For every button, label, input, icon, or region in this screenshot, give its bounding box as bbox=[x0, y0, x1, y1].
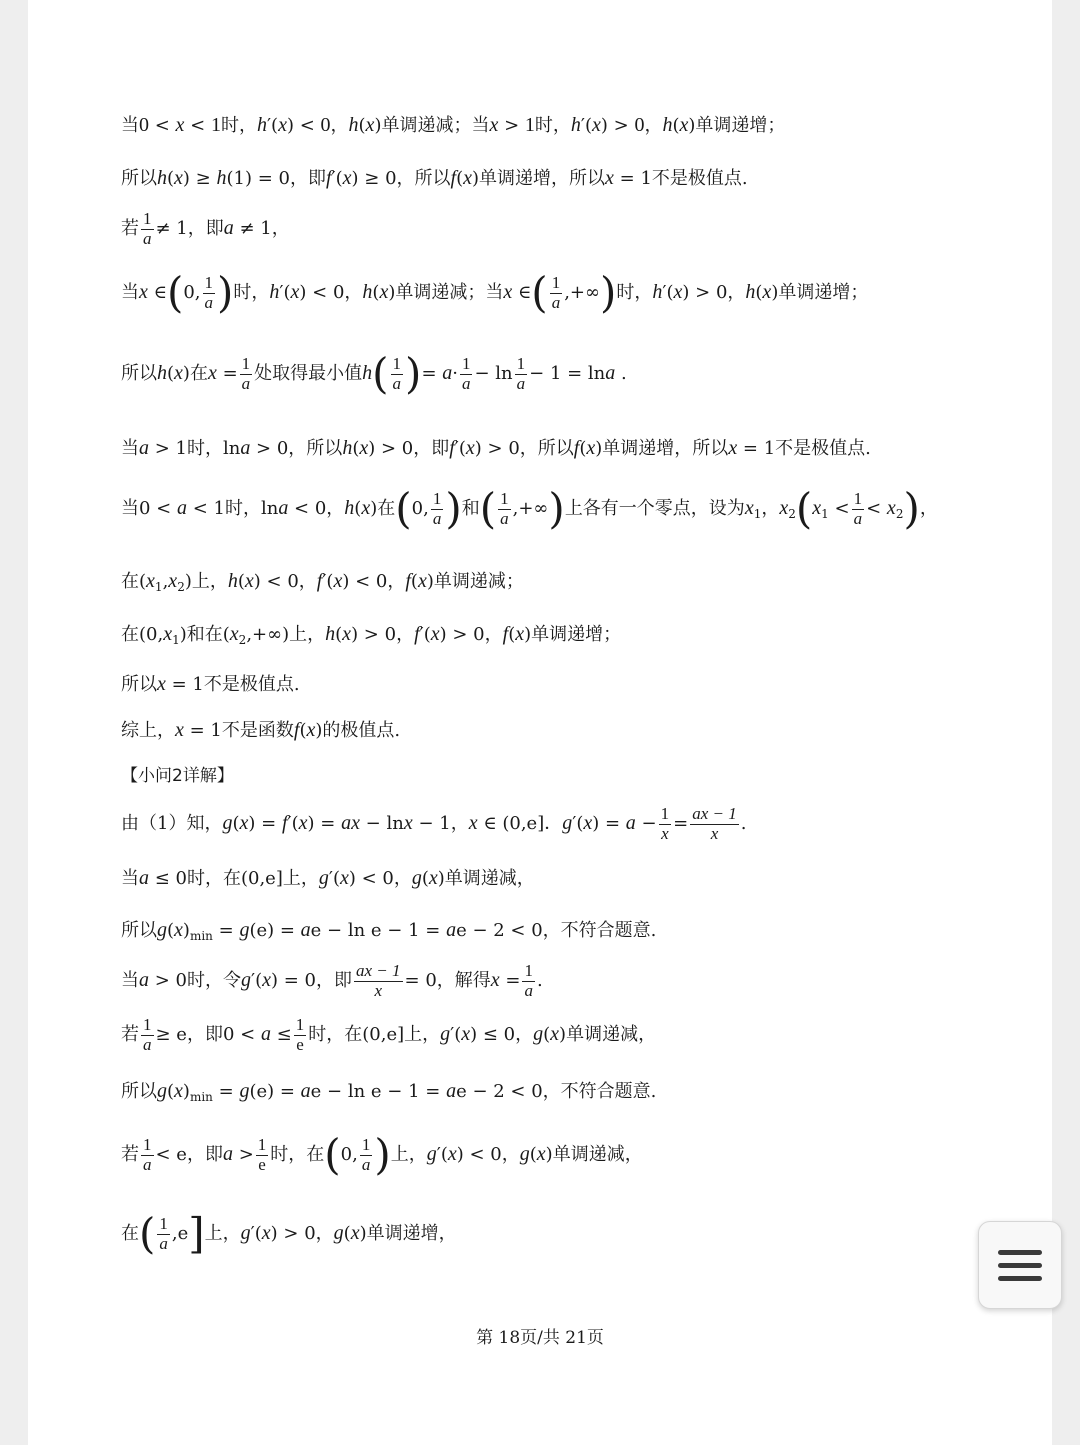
text-line-14: 当a ≤ 0时，在(0,e]上，g′(x) < 0，g(x)单调递减， bbox=[121, 867, 535, 889]
text-line-1: 当0 < x < 1时，h′(x) < 0，h(x)单调递减；当x > 1时，h′(x) > 0，h(x)单调递增； bbox=[121, 114, 786, 136]
text-line-10: 所以x = 1不是极值点. bbox=[121, 673, 300, 695]
text-line-9: 在$(0,x_1)$和在$(x_2,+\infty)$上，h(x) > 0，f′(x) > 0，f(x)单调递增； bbox=[121, 623, 622, 647]
text-line-8: 在$(x_1,x_2)$上，h(x) < 0，f′(x) < 0，f(x)单调递减； bbox=[121, 570, 524, 594]
text-line-2: 所以h(x) ≥ h(1) = 0，即f′(x) ≥ 0，所以f(x)单调递增，所以x = 1不是极值点. bbox=[121, 167, 748, 189]
text-line-20: 在( $\frac{1}{a}$ ,e]上，g′(x) > 0，g(x)单调递增， bbox=[121, 1209, 457, 1258]
text-line-7: 当0 < a < 1时，lna < 0，h(x)在(0, $\frac{1}{a}$ )和( $\frac{1}{a}$ ,+∞)上各有一个零点，设为$x_1$，$x_2(x_1$ < $\frac{1}{a}$ < $x_2$)， bbox=[121, 484, 938, 533]
text-line-6: 当a > 1时，lna > 0，所以h(x) > 0，即f′(x) > 0，所以f(x)单调递增，所以x = 1不是极值点. bbox=[121, 437, 871, 459]
text-line-15: 所以$g(x)_{min} = g(e)$ = ae − ln e − 1 = ae − 2 < 0，不符合题意. bbox=[121, 919, 657, 943]
text-line-11: 综上，x = 1不是函数f(x)的极值点. bbox=[121, 719, 401, 741]
text-line-4: 当x ∈(0, $\frac{1}{a}$ )时，h′(x) < 0，h(x)单调递减；当x ∈( $\frac{1}{a}$ ,+∞)时，h′(x) > 0，h(x)单调递增； bbox=[121, 268, 869, 317]
hamburger-menu-icon[interactable] bbox=[978, 1221, 1062, 1309]
text-line-18: 所以$g(x)_{min} = g(e)$ = ae − ln e − 1 = ae − 2 < 0，不符合题意. bbox=[121, 1080, 657, 1104]
text-line-19: 若 $\frac{1}{a}$ < e，即a > $\frac{1}{e}$ 时，在(0, $\frac{1}{a}$ )上，g′(x) < 0，g(x)单调递减， bbox=[121, 1130, 643, 1179]
text-line-13: 由（1）知，g(x) = f′(x) = ax − lnx − 1，x ∈ (0,e]．g′(x) = a − $\frac{1}{x}$ = $\frac{ax - 1}{x}$ . bbox=[121, 804, 747, 843]
page-number-footer: 第 18页/共 21页 bbox=[476, 1328, 604, 1348]
text-line-5: 所以h(x)在x = $\frac{1}{a}$ 处取得最小值h( $\frac{1}{a}$ )= a· $\frac{1}{a}$ − ln $\frac{1}{a}$ − 1 = lna . bbox=[121, 349, 627, 398]
text-line-3: 若 $\frac{1}{a}$ ≠ 1，即a ≠ 1， bbox=[121, 209, 290, 248]
section-heading: 【小问2详解】 bbox=[121, 766, 234, 786]
text-line-17: 若 $\frac{1}{a}$ ≥ e，即0 < a ≤ $\frac{1}{e}$ 时，在(0,e]上，g′(x) ≤ 0，g(x)单调递减， bbox=[121, 1015, 657, 1054]
text-line-16: 当a > 0时，令g′(x) = 0，即 $\frac{ax - 1}{x}$ = 0，解得x = $\frac{1}{a}$ . bbox=[121, 961, 543, 1000]
